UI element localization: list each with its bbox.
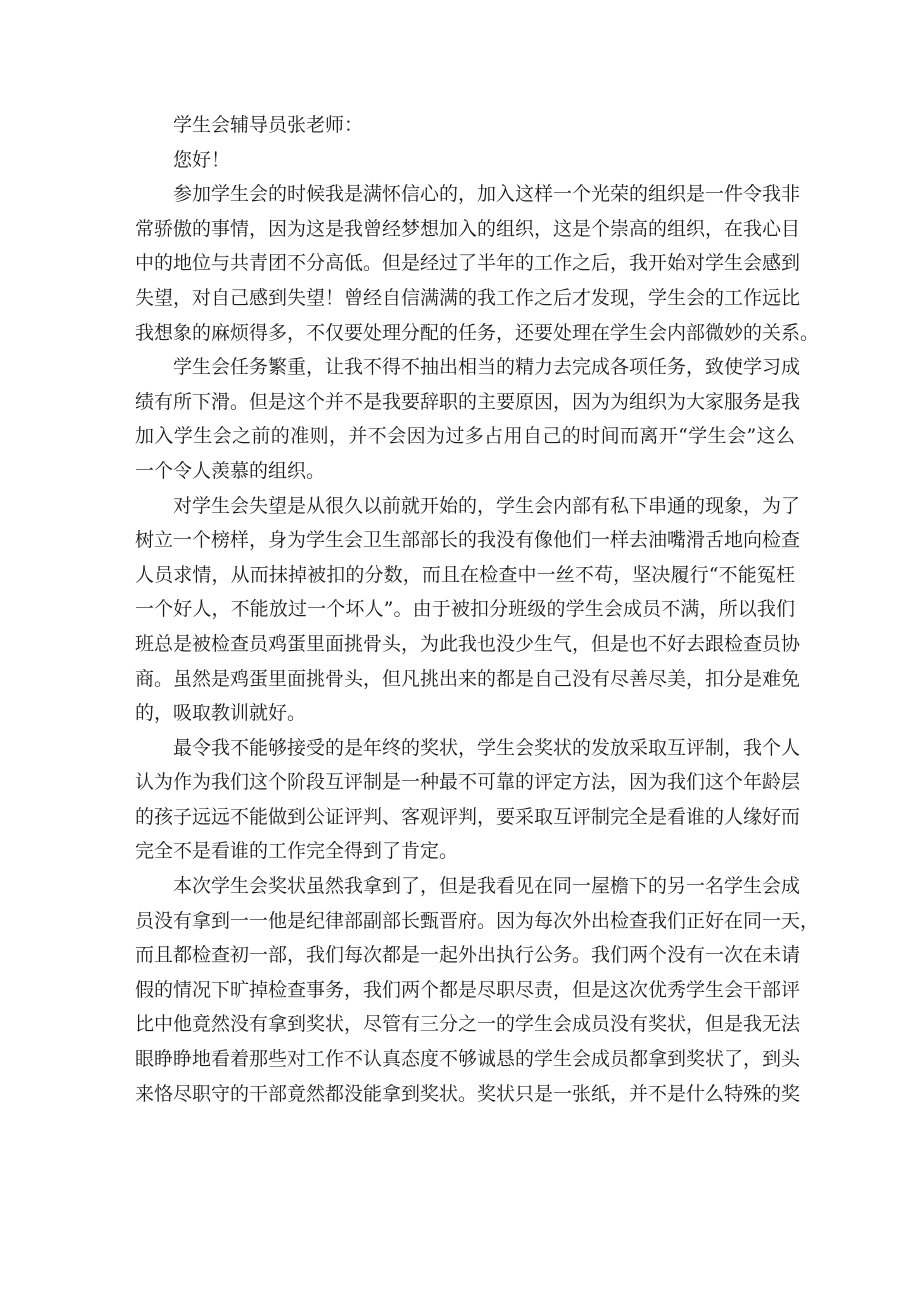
paragraph-line: 一个好人，不能放过一个坏人”。由于被扣分班级的学生会成员不满，所以我们	[135, 598, 795, 621]
greeting: 您好！	[173, 148, 231, 171]
paragraph-line: 而且都检查初一部，我们每次都是一起外出执行公务。我们两个没有一次在未请	[135, 944, 801, 967]
paragraph-line: 的，吸取教训就好。	[135, 702, 307, 725]
paragraph-line: 员没有拿到一一他是纪律部副部长甄晋府。因为每次外出检查我们正好在同一天，	[135, 909, 820, 932]
paragraph-line: 对学生会失望是从很久以前就开始的，学生会内部有私下串通的现象，为了	[173, 494, 801, 517]
salutation: 学生会辅导员张老师：	[173, 114, 364, 136]
paragraph-line: 失望，对自己感到失望！曾经自信满满的我工作之后才发现，学生会的工作远比	[135, 286, 801, 309]
paragraph-line: 完全不是看谁的工作完全得到了肯定。	[135, 840, 459, 863]
paragraph-line: 来恪尽职守的干部竟然都没能拿到奖状。奖状只是一张纸，并不是什么特殊的奖	[135, 1082, 801, 1105]
paragraph-line: 绩有所下滑。但是这个并不是我要辞职的主要原因，因为为组织为大家服务是我	[135, 390, 801, 413]
paragraph	[135, 731, 801, 869]
paragraph-line: 本次学生会奖状虽然我拿到了，但是我看见在同一屋檐下的另一名学生会成	[173, 875, 801, 898]
paragraph-line: 班总是被检查员鸡蛋里面挑骨头，为此我也没少生气，但是也不好去跟检查员协	[135, 632, 801, 655]
paragraph-line: 人员求情，从而抹掉被扣的分数，而且在检查中一丝不苟，坚决履行“不能冤枉	[135, 563, 795, 586]
paragraph-line: 树立一个榜样，身为学生会卫生部部长的我没有像他们一样去油嘴滑舌地向检查	[135, 529, 801, 552]
paragraph-line: 学生会任务繁重，让我不得不抽出相当的精力去完成各项任务，致使学习成	[173, 356, 801, 379]
paragraph-line: 中的地位与共青团不分高低。但是经过了半年的工作之后，我开始对学生会感到	[135, 252, 801, 275]
paragraph	[135, 177, 820, 350]
paragraph-line: 加入学生会之前的准则，并不会因为过多占用自己的时间而离开“学生会”这么	[135, 425, 795, 448]
paragraph	[135, 350, 801, 488]
letter-body	[135, 108, 820, 1111]
paragraph-line: 认为作为我们这个阶段互评制是一种最不可靠的评定方法，因为我们这个年龄层	[135, 771, 801, 794]
paragraph-line: 的孩子远远不能做到公证评判、客观评判，要采取互评制完全是看谁的人缘好而	[135, 805, 801, 828]
paragraph-line: 假的情况下旷掉检查事务，我们两个都是尽职尽责，但是这次优秀学生会干部评	[135, 978, 801, 1001]
paragraph-line: 眼睁睁地看着那些对工作不认真态度不够诚恳的学生会成员都拿到奖状了，到头	[135, 1048, 801, 1071]
paragraph-line: 参加学生会的时候我是满怀信心的，加入这样一个光荣的组织是一件令我非	[173, 183, 801, 206]
paragraph-line: 最令我不能够接受的是年终的奖状，学生会奖状的发放采取互评制，我个人	[173, 736, 801, 759]
paragraph-line: 常骄傲的事情，因为这是我曾经梦想加入的组织，这是个崇高的组织，在我心目	[135, 217, 801, 240]
paragraph-line: 我想象的麻烦得多，不仅要处理分配的任务，还要处理在学生会内部微妙的关系。	[135, 321, 820, 344]
paragraph-line: 一个令人羡慕的组织。	[135, 459, 326, 482]
paragraph	[135, 869, 820, 1111]
paragraph-line: 比中他竟然没有拿到奖状，尽管有三分之一的学生会成员没有奖状，但是我无法	[135, 1013, 801, 1036]
paragraph	[135, 489, 801, 731]
paragraph-line: 商。虽然是鸡蛋里面挑骨头，但凡挑出来的都是自己没有尽善尽美，扣分是难免	[135, 667, 801, 690]
